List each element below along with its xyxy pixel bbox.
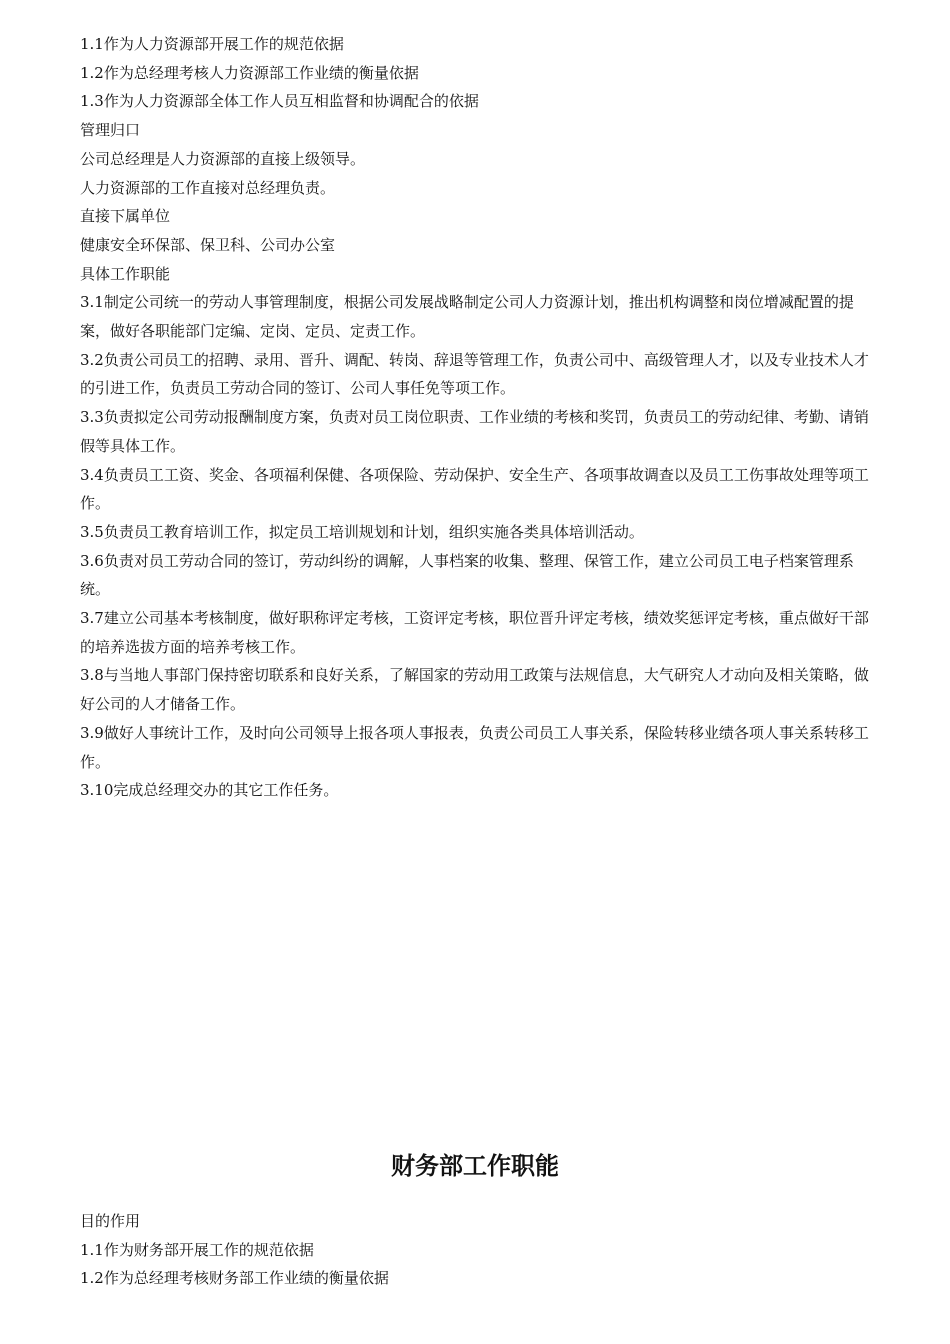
document-page (80, 30, 880, 1293)
hr-line-subordinates: 健康安全环保部、保卫科、公司办公室 (80, 235, 336, 254)
hr-line-1-2: 1.2作为总经理考核人力资源部工作业绩的衡量依据 (80, 63, 419, 82)
hr-function-3-9: 3.9做好人事统计工作，及时向公司领导上报各项人事报表，负责公司员工人事关系，保险转移业绩各项人事关系转移工作。 (80, 723, 869, 771)
hr-function-3-10: 3.10完成总经理交办的其它工作任务。 (80, 781, 339, 800)
section-heading-subordinates: 直接下属单位 (80, 207, 171, 226)
section-heading-functions: 具体工作职能 (80, 264, 171, 283)
hr-line-1-3: 1.3作为人力资源部全体工作人员互相监督和协调配合的依据 (80, 92, 479, 111)
hr-function-3-4: 3.4负责员工工资、奖金、各项福利保健、各项保险、劳动保护、安全生产、各项事故调查以及员工工伤事故处理等项工作。 (80, 465, 869, 513)
hr-function-3-6: 3.6负责对员工劳动合同的签订，劳动纠纷的调解，人事档案的收集、整理、保管工作，建立公司员工电子档案管理系统。 (80, 551, 854, 599)
hr-function-3-1: 3.1制定公司统一的劳动人事管理制度，根据公司发展战略制定公司人力资源计划，推出机构调整和岗位增减配置的提案，做好各职能部门定编、定岗、定员、定责工作。 (80, 293, 854, 341)
finance-section-title: 财务部工作职能 (391, 1151, 559, 1180)
hr-line-responsible: 人力资源部的工作直接对总经理负责。 (80, 178, 336, 197)
finance-heading-purpose: 目的作用 (80, 1211, 141, 1230)
hr-function-3-3: 3.3负责拟定公司劳动报酬制度方案，负责对员工岗位职责、工作业绩的考核和奖罚，负责员工的劳动纪律、考勤、请销假等具体工作。 (80, 408, 869, 455)
hr-function-3-5: 3.5负责员工教育培训工作，拟定员工培训规划和计划，组织实施各类具体培训活动。 (80, 522, 644, 541)
hr-function-3-8: 3.8与当地人事部门保持密切联系和良好关系，了解国家的劳动用工政策与法规信息，大气研究人才动向及相关策略，做好公司的人才储备工作。 (80, 666, 869, 714)
hr-function-3-2: 3.2负责公司员工的招聘、录用、晋升、调配、转岗、辞退等管理工作，负责公司中、高级管理人才，以及专业技术人才的引进工作，负责员工劳动合同的签订、公司人事任免等项工作。 (80, 350, 869, 398)
finance-line-1-2: 1.2作为总经理考核财务部工作业绩的衡量依据 (80, 1269, 389, 1288)
hr-line-1-1: 1.1作为人力资源部开展工作的规范依据 (80, 35, 344, 53)
finance-line-1-1: 1.1作为财务部开展工作的规范依据 (80, 1240, 314, 1259)
section-heading-management: 管理归口 (80, 121, 141, 140)
page-gap (80, 805, 880, 1135)
hr-function-3-7: 3.7建立公司基本考核制度，做好职称评定考核，工资评定考核，职位晋升评定考核，绩效奖惩评定考核，重点做好干部的培养选拔方面的培养考核工作。 (80, 609, 869, 656)
hr-line-superior: 公司总经理是人力资源部的直接上级领导。 (80, 149, 366, 168)
